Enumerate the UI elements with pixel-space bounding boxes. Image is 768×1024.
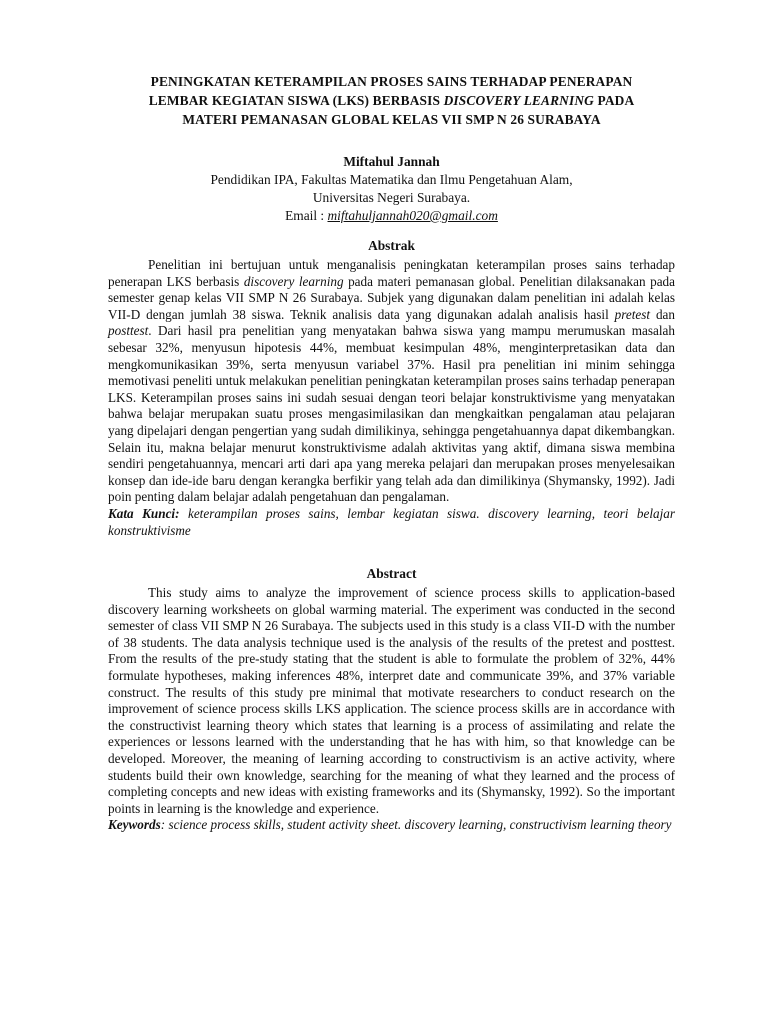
abstrak-heading: Abstrak xyxy=(368,238,415,253)
keywords-text: : science process skills, student activity sheet. discovery learning, constructivism learning theory xyxy=(160,817,672,833)
email-line xyxy=(108,207,675,225)
keywords xyxy=(108,817,675,834)
kata-kunci-label: Kata Kunci: xyxy=(108,505,180,521)
abstract-paragraph: This study aims to analyze the improvement of science process skills to application-based discovery learning worksheets on global warming material. The experiment was conducted in the second semester of class VII SMP N 26 Surabaya. The subjects used in this study is a class VII-D with the number of 38 students. The data analysis technique used is the analysis of the results of the pretest and posttest. From the results of the pre-study stating that the student is able to formulate the problem of 32%, 44% formulate hypotheses, making inferences 48%, interpret date and communicate 39%, and 37% variable construct. The results of this study pre minimal that motivate researchers to conduct research on the improvement of science process skills LKS application. The science process skills are in accordance with the constructivist learning theory which states that learning is a process of assimilating and relate the experiences or lessons learned with the understanding that he has with him, so that knowledge can be developed. Moreover, the meaning of learning according to constructivism is an active activity, where students build their own knowledge, searching for the meaning of what they learned and the process of completing concepts and new ideas with existing frameworks and its (Shymansky, 1992). So the important points in learning is the knowledge and experience. xyxy=(108,585,675,816)
email-link[interactable]: miftahuljannah020@gmail.com xyxy=(327,208,498,223)
abstrak-text-dan: dan xyxy=(650,306,675,322)
abstrak-text-2: pada materi pemanasan global. Penelitian dilaksanakan pada semester genap kelas VII SMP N 26 Surabaya. Subjek yang digunakan dalam penelitian ini adalah kelas VII-D dengan jumlah 38 siswa. Teknik analisis data yang digunakan adalah analisis hasil xyxy=(108,273,675,322)
abstrak-italic-posttest: posttest xyxy=(108,323,149,339)
email-label: Email : xyxy=(285,208,328,223)
paper-title xyxy=(108,72,675,129)
title-line-2-italic: DISCOVERY LEARNING xyxy=(443,93,594,108)
title-line-2-start: LEMBAR KEGIATAN SISWA (LKS) BERBASIS xyxy=(148,93,444,108)
abstrak-text-3: . Dari hasil pra penelitian yang menyatakan bahwa siswa yang mampu merumuskan masalah sebesar 32%, menyusun hipotesis 44%, membuat kesimpulan 48%, menginterpretasikan data dan mengkomunikasikan 39%, serta menyusun variabel 37%. Hasil pra penelitian ini minim sehingga memotivasi peneliti untuk melakukan penelitian peningkatan keterampilan proses sains terhadap penerapan LKS. Keterampilan proses sains ini sudah sesuai dengan teori belajar konstruktivisme yang menyatakan bahwa belajar merupakan suatu proses mengasimilasikan dan mengkaitkan pengalaman atau pelajaran yang dipelajari dengan pengertian yang sudah dimilikinya, sehingga pengetahuannya dapat dikembangkan. Selain itu, makna belajar menurut konstruktivisme adalah aktivitas yang aktif, dimana siswa membina sendiri pengetahuannya, mencari arti dari apa yang mereka pelajari dan merupakan proses menyelesaikan konsep dan ide-ide baru dengan kerangka berfikir yang telah ada dan dimilikinya (Shymansky, 1992). Jadi poin penting dalam belajar adalah pengetahuan dan pengalaman. xyxy=(108,323,675,505)
keywords-label: Keywords xyxy=(108,817,161,833)
abstrak-italic-pretest: pretest xyxy=(614,306,651,322)
title-line-1: PENINGKATAN KETERAMPILAN PROSES SAINS TERHADAP PENERAPAN xyxy=(150,74,633,89)
affiliation-line-1: Pendidikan IPA, Fakultas Matematika dan Ilmu Pengetahuan Alam, xyxy=(210,172,573,187)
title-line-3: MATERI PEMANASAN GLOBAL KELAS VII SMP N 26 SURABAYA xyxy=(182,112,601,127)
title-line-2 xyxy=(108,91,675,110)
abstract-heading: Abstract xyxy=(366,566,417,582)
paper-page xyxy=(108,72,675,834)
kata-kunci-text: keterampilan proses sains, lembar kegiatan siswa. discovery learning, teori belajar konstruktivisme xyxy=(108,505,675,538)
title-line-2-end: PADA xyxy=(594,93,635,108)
abstrak-paragraph xyxy=(108,257,675,506)
kata-kunci xyxy=(108,506,675,539)
author-name: Miftahul Jannah xyxy=(343,154,440,169)
abstrak-italic-discovery: discovery learning xyxy=(243,273,344,289)
abstrak-text-1: Penelitian ini bertujuan untuk menganalisis peningkatan keterampilan proses sains terhadap penerapan LKS berbasis xyxy=(108,257,675,289)
affiliation-line-2: Universitas Negeri Surabaya. xyxy=(312,190,471,205)
